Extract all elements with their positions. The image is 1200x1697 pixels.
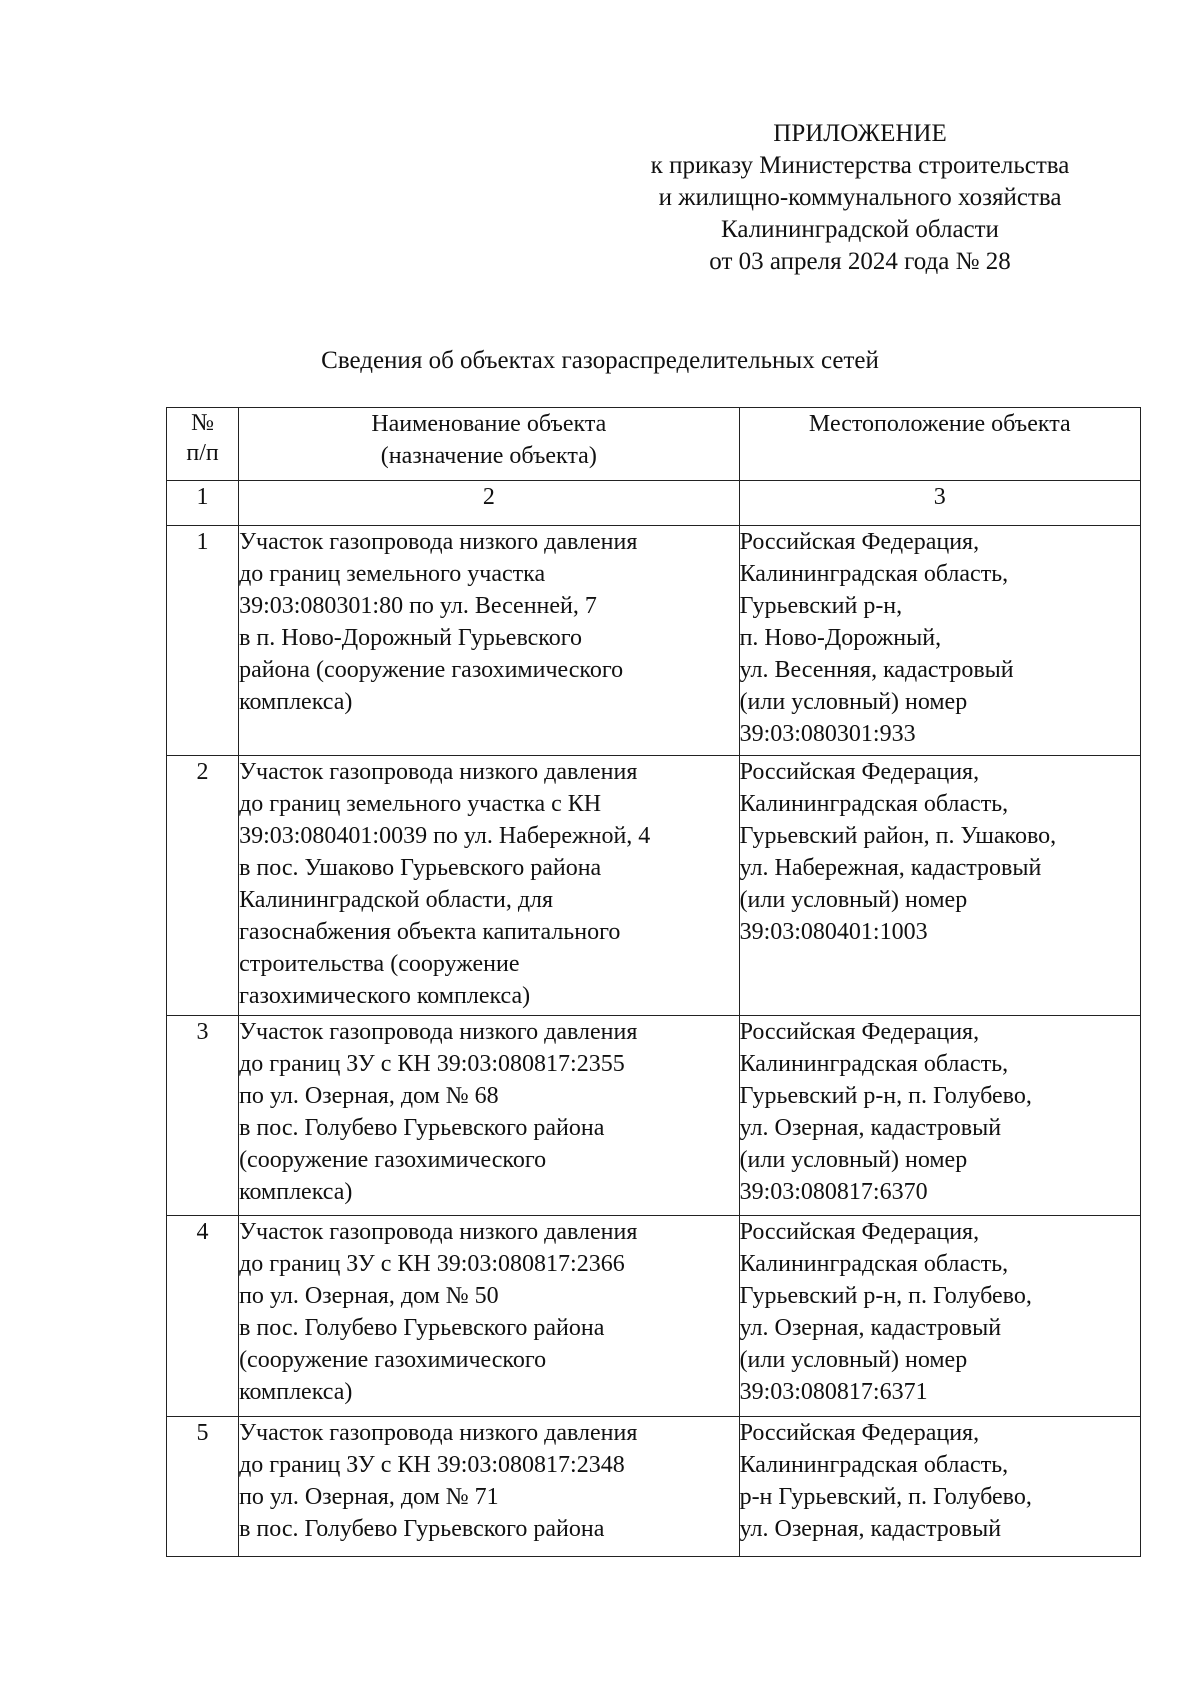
row-number: 3 [167, 1016, 239, 1216]
object-name-line: в пос. Голубево Гурьевского района [239, 1315, 605, 1341]
object-location-line: Калининградская область, [739, 1251, 1009, 1277]
object-location-line: Российская Федерация, [739, 1219, 980, 1245]
appendix-line: к приказу Министерства строительства [650, 152, 1070, 179]
object-name-line: газохимического комплекса) [239, 983, 531, 1009]
column-number-row [167, 481, 1141, 526]
object-name-line: строительства (сооружение [239, 951, 520, 977]
header-name [239, 408, 740, 481]
object-location-line: Российская Федерация, [739, 1019, 980, 1045]
header-number [167, 408, 239, 481]
column-number: 1 [167, 481, 239, 526]
object-location-line: Калининградская область, [739, 1051, 1009, 1077]
column-number: 3 [739, 481, 1140, 526]
object-name-line: 39:03:080301:80 по ул. Весенней, 7 [239, 593, 597, 619]
object-location-line: (или условный) номер [739, 887, 968, 913]
object-name-line: комплекса) [239, 1379, 353, 1405]
appendix-header [560, 118, 1160, 278]
object-location-line: 39:03:080401:1003 [739, 919, 928, 945]
object-name [239, 756, 740, 1016]
object-name-line: комплекса) [239, 1179, 353, 1205]
object-location-line: Российская Федерация, [739, 1420, 980, 1446]
header-location [739, 408, 1140, 481]
object-location-line: (или условный) номер [739, 1347, 968, 1373]
object-name-line: по ул. Озерная, дом № 68 [239, 1083, 499, 1109]
object-name-line: (сооружение газохимического [239, 1347, 547, 1373]
object-name-line: Участок газопровода низкого давления [239, 759, 638, 785]
row-number: 4 [167, 1216, 239, 1417]
object-name [239, 1216, 740, 1417]
object-name [239, 1016, 740, 1216]
object-location-line: ул. Озерная, кадастровый [739, 1115, 1002, 1141]
object-name-line: в пос. Голубево Гурьевского района [239, 1516, 605, 1542]
object-name-line: газоснабжения объекта капитального [239, 919, 621, 945]
object-location-line: ул. Озерная, кадастровый [739, 1315, 1002, 1341]
object-name-line: района (сооружение газохимического [239, 657, 624, 683]
object-name-line: по ул. Озерная, дом № 50 [239, 1283, 499, 1309]
object-location [739, 1216, 1140, 1417]
object-location-line: Российская Федерация, [739, 759, 980, 785]
object-location-line: 39:03:080301:933 [739, 721, 916, 747]
objects-table [166, 407, 1141, 1557]
column-number: 2 [239, 481, 740, 526]
object-location-line: 39:03:080817:6370 [739, 1179, 928, 1205]
object-name-line: Калининградской области, для [239, 887, 554, 913]
object-name [239, 526, 740, 756]
row-number: 5 [167, 1417, 239, 1557]
object-location-line: Российская Федерация, [739, 529, 980, 555]
table-row [167, 1216, 1141, 1417]
object-location-line: ул. Озерная, кадастровый [739, 1516, 1002, 1542]
appendix-line: и жилищно-коммунального хозяйства [658, 184, 1062, 211]
object-name-line: до границ земельного участка [239, 561, 546, 587]
object-name [239, 1417, 740, 1557]
appendix-title: ПРИЛОЖЕНИЕ [773, 120, 947, 147]
object-name-line: до границ ЗУ с КН 39:03:080817:2366 [239, 1251, 625, 1277]
object-name-line: в пос. Ушаково Гурьевского района [239, 855, 602, 881]
object-name-line: по ул. Озерная, дом № 71 [239, 1484, 499, 1510]
row-number: 2 [167, 756, 239, 1016]
table-row [167, 1016, 1141, 1216]
object-name-line: Участок газопровода низкого давления [239, 1219, 638, 1245]
object-location-line: Гурьевский р-н, п. Голубево, [739, 1283, 1032, 1309]
appendix-line: Калининградской области [721, 216, 999, 243]
header-name-line: Наименование объекта [371, 411, 607, 437]
table-header-row [167, 408, 1141, 481]
object-location-line: ул. Набережная, кадастровый [739, 855, 1042, 881]
object-location [739, 526, 1140, 756]
object-location-line: 39:03:080817:6371 [739, 1379, 928, 1405]
object-name-line: в пос. Голубево Гурьевского района [239, 1115, 605, 1141]
table-row [167, 756, 1141, 1016]
object-name-line: до границ ЗУ с КН 39:03:080817:2355 [239, 1051, 625, 1077]
table-row [167, 526, 1141, 756]
object-location-line: Калининградская область, [739, 1452, 1009, 1478]
table-row [167, 1417, 1141, 1557]
object-location-line: Гурьевский р-н, п. Голубево, [739, 1083, 1032, 1109]
object-name-line: Участок газопровода низкого давления [239, 1019, 638, 1045]
object-location-line: р-н Гурьевский, п. Голубево, [739, 1484, 1032, 1510]
appendix-order-date: от 03 апреля 2024 года № 28 [709, 248, 1011, 275]
object-location [739, 756, 1140, 1016]
object-name-line: комплекса) [239, 689, 353, 715]
object-location-line: (или условный) номер [739, 1147, 968, 1173]
document-title: Сведения об объектах газораспределительных сетей [321, 347, 879, 374]
row-number: 1 [167, 526, 239, 756]
object-location-line: ул. Весенняя, кадастровый [739, 657, 1014, 683]
object-location-line: Калининградская область, [739, 561, 1009, 587]
object-location-line: Гурьевский район, п. Ушаково, [739, 823, 1057, 849]
object-name-line: Участок газопровода низкого давления [239, 1420, 638, 1446]
header-name-line: (назначение объекта) [380, 443, 597, 469]
object-name-line: до границ ЗУ с КН 39:03:080817:2348 [239, 1452, 625, 1478]
object-name-line: Участок газопровода низкого давления [239, 529, 638, 555]
object-name-line: (сооружение газохимического [239, 1147, 547, 1173]
header-location-line: Местоположение объекта [808, 411, 1071, 437]
header-number-line: п/п [186, 440, 219, 466]
object-location-line: (или условный) номер [739, 689, 968, 715]
object-location [739, 1417, 1140, 1557]
object-name-line: в п. Ново-Дорожный Гурьевского [239, 625, 582, 651]
object-name-line: 39:03:080401:0039 по ул. Набережной, 4 [239, 823, 651, 849]
object-name-line: до границ земельного участка с КН [239, 791, 602, 817]
header-number-line: № [191, 410, 214, 436]
object-location [739, 1016, 1140, 1216]
object-location-line: Гурьевский р-н, [739, 593, 903, 619]
object-location-line: Калининградская область, [739, 791, 1009, 817]
object-location-line: п. Ново-Дорожный, [739, 625, 942, 651]
